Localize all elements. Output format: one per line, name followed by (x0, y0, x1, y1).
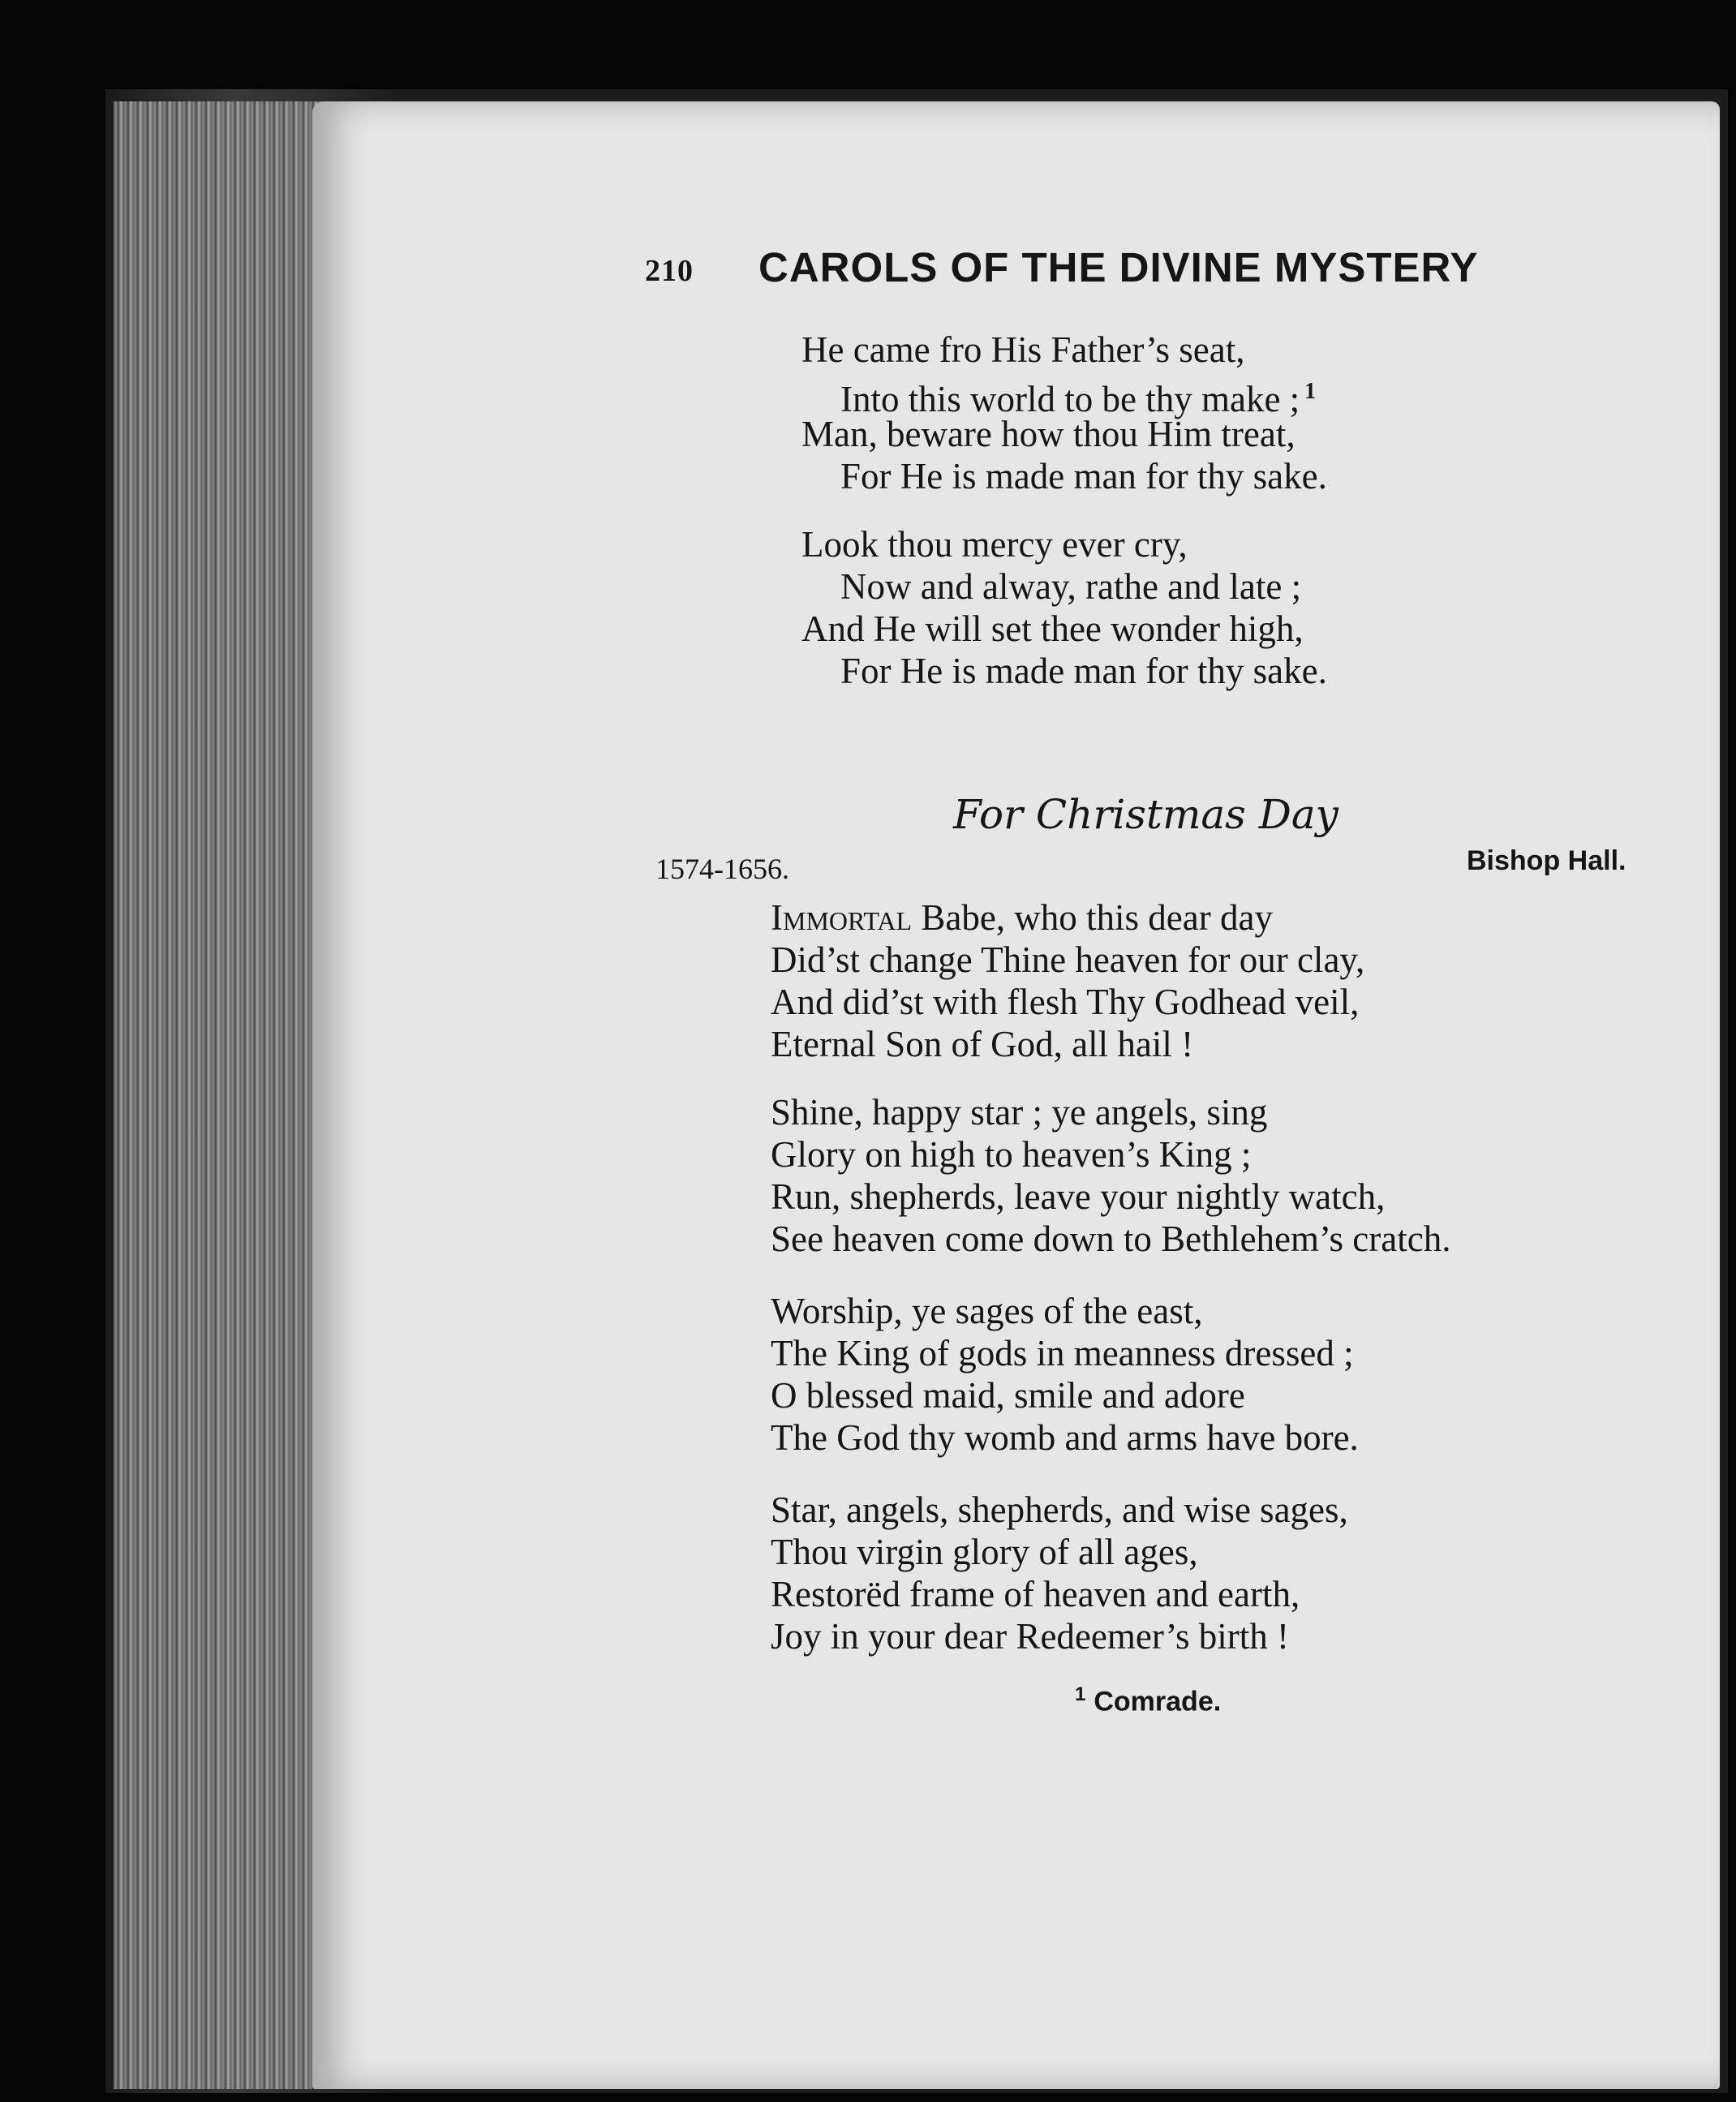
verse-line: O blessed maid, smile and adore (771, 1375, 1245, 1416)
verse-line: Star, angels, shepherds, and wise sages, (771, 1489, 1348, 1530)
verse-line: For He is made man for thy sake. (840, 651, 1327, 691)
poem-author: Bishop Hall. (1467, 845, 1626, 876)
stanza-top-2 (801, 523, 1327, 692)
footnote-text: Comrade. (1094, 1686, 1222, 1717)
page-edges (114, 101, 324, 2089)
page-number: 210 (645, 254, 694, 288)
verse-line: Eternal Son of God, all hail ! (771, 1024, 1194, 1064)
footnote-mark: 1 (1075, 1683, 1086, 1705)
verse-line: The King of gods in meanness dressed ; (771, 1333, 1354, 1373)
verse-line: Immortal Babe, who this dear day (771, 897, 1273, 938)
verse-line: Thou virgin glory of all ages, (771, 1532, 1198, 1572)
verse-line: Shine, happy star ; ye angels, sing (771, 1092, 1268, 1133)
verse-line: Into this world to be thy make ; $^1$ (840, 379, 1317, 419)
verse-line: Now and alway, rathe and late ; (840, 566, 1302, 607)
verse-line: Glory on high to heaven’s King ; (771, 1134, 1252, 1175)
poem-stanza-4 (771, 1489, 1348, 1657)
verse-line: Joy in your dear Redeemer’s birth ! (771, 1616, 1289, 1657)
poem-heading: For Christmas Day (953, 791, 1339, 838)
verse-line: Look thou mercy ever cry, (801, 524, 1188, 565)
verse-line: And He will set thee wonder high, (801, 608, 1304, 649)
poem-stanza-3 (771, 1290, 1359, 1459)
verse-line: The God thy womb and arms have bore. (771, 1417, 1359, 1458)
verse-line: Run, shepherds, leave your nightly watch, (771, 1176, 1386, 1217)
verse-line: For He is made man for thy sake. (840, 456, 1327, 496)
poem-stanza-1 (771, 896, 1364, 1065)
verse-line: See heaven come down to Bethlehem’s cratch. (771, 1219, 1451, 1259)
footnote (1075, 1683, 1221, 1717)
running-title: CAROLS OF THE DIVINE MYSTERY (758, 244, 1479, 290)
drop-word: Immortal (771, 897, 913, 938)
poem-dates: 1574-1656. (655, 853, 789, 885)
stanza-top-1 (801, 329, 1327, 497)
verse-line: Man, beware how thou Him treat, (801, 414, 1296, 454)
verse-line: Restorëd frame of heaven and earth, (771, 1574, 1300, 1614)
running-head (645, 243, 1537, 292)
footnote-reference: 1 (1304, 379, 1317, 404)
verse-line: He came fro His Father’s seat, (801, 329, 1245, 370)
verse-line: Worship, ye sages of the east, (771, 1291, 1203, 1331)
verse-line: And did’st with flesh Thy Godhead veil, (771, 982, 1360, 1022)
verse-line: Did’st change Thine heaven for our clay, (771, 939, 1365, 980)
poem-stanza-2 (771, 1091, 1450, 1260)
